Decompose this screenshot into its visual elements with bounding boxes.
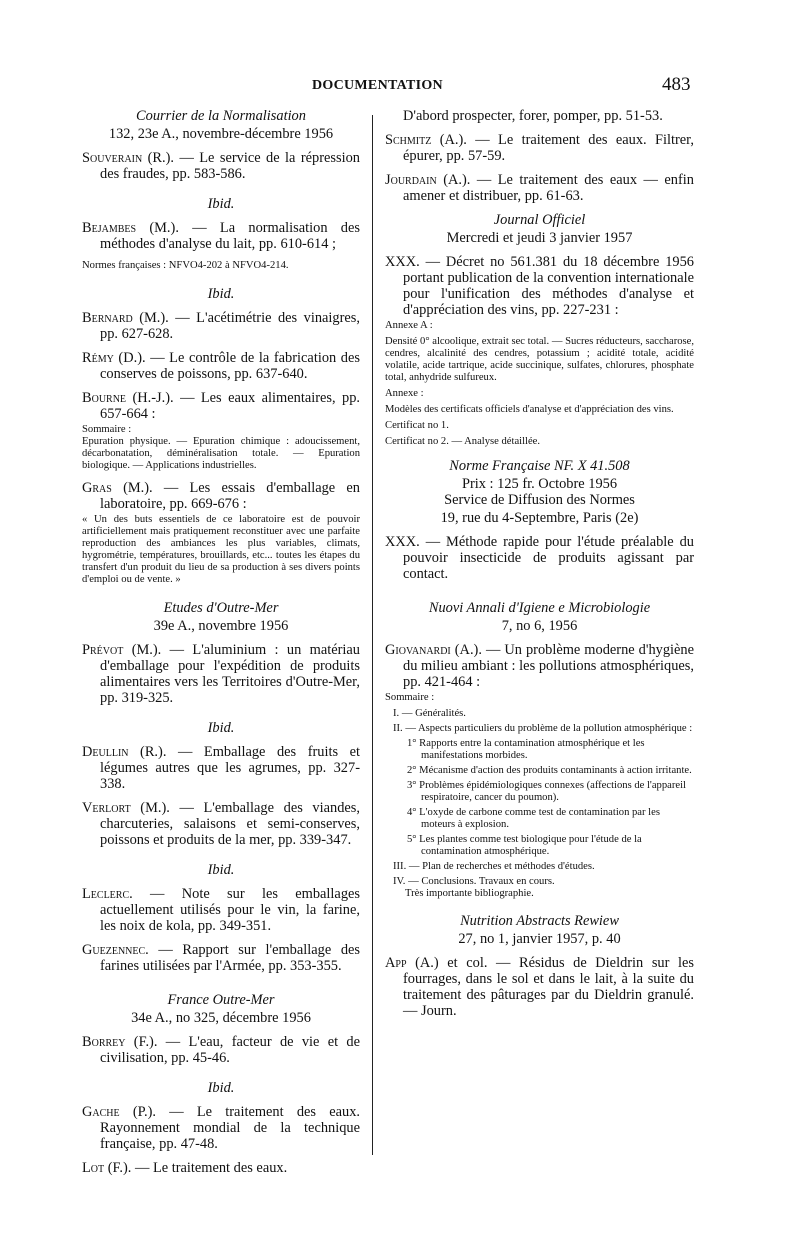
entry-text: — L'aluminium : un matériau d'emballage pour l'expédition de produits alimentaires vers les Territoires d'Outre-Mer, pp. 319-325.	[100, 642, 360, 706]
entry-text: — Les essais d'emballage en laboratoire, pp. 669-676 :	[100, 480, 360, 512]
summary-subitem: 4° L'oxyde de carbone comme test de contamination par les moteurs à explosion.	[407, 807, 660, 830]
entry-text: — La normalisation des méthodes d'analyse du lait, pp. 610-614 ;	[100, 220, 360, 252]
entry-author: XXX.	[385, 534, 420, 550]
section-issue: 7, no 6, 1956	[501, 618, 578, 634]
entry-author: Lot (F.).	[82, 1160, 132, 1176]
entry-text: — Le contrôle de la fabrication des conserves de poissons, pp. 637-640.	[100, 350, 360, 382]
bib-entry	[82, 1104, 360, 1152]
running-title: DOCUMENTATION	[312, 78, 443, 93]
entry-text: — Le service de la répression des fraudes, pp. 583-586.	[100, 150, 361, 182]
summary-item: IV. — Conclusions. Travaux en cours.	[393, 876, 555, 887]
entry-note: Densité 0° alcoolique, extrait sec total. — Sucres réducteurs, saccharose, cendres, alcalinité des cendres, potassium ; acidité totale, acidité volatile, acide tartrique, acide succinique, sulfates, chlorures, phosphate total, anhydride sulfureux.	[385, 336, 694, 383]
section-issue: Mercredi et jeudi 3 janvier 1957	[446, 230, 633, 246]
column-divider	[372, 115, 373, 1155]
entry-author: App (A.)	[385, 955, 439, 971]
entry-note: Sommaire :	[82, 424, 132, 435]
entry-author: Bernard (M.).	[82, 310, 169, 326]
bib-entry	[385, 534, 694, 582]
entry-note: Annexe :	[385, 388, 424, 399]
entry-author: Jourdain (A.).	[385, 172, 471, 188]
section-issue: 27, no 1, janvier 1957, p. 40	[458, 931, 621, 947]
entry-author: Deullin (R.).	[82, 744, 167, 760]
summary-subitem: 3° Problèmes épidémiologiques connexes (affections de l'appareil respiratoire, cancer du poumon).	[407, 780, 686, 803]
entry-author: Bejambes (M.).	[82, 220, 179, 236]
section-title: Nutrition Abstracts Rewiew	[460, 913, 619, 929]
left-column	[82, 108, 360, 1184]
bib-entry	[82, 350, 360, 382]
entry-text: — Le traitement des eaux. Rayonnement mondial de la technique française, pp. 47-48.	[100, 1104, 360, 1152]
page-number: 483	[662, 74, 691, 95]
summary-item: II. — Aspects particuliers du problème de la pollution atmosphérique :	[393, 723, 693, 734]
bib-entry	[82, 1160, 360, 1176]
ibid-heading: Ibid.	[207, 286, 235, 302]
summary-subitem: 1° Rapports entre la contamination atmosphérique et les manifestations morbides.	[407, 738, 645, 761]
publisher-name: Service de Diffusion des Normes	[444, 492, 635, 508]
bib-entry	[82, 150, 360, 182]
bib-entry	[385, 132, 694, 164]
entry-text: — Le traitement des eaux. Filtrer, épurer, pp. 57-59.	[403, 132, 694, 164]
ibid-heading: Ibid.	[207, 196, 235, 212]
bib-entry	[82, 480, 360, 512]
entry-text: — Les eaux alimentaires, pp. 657-664 :	[100, 390, 360, 422]
bib-entry	[82, 744, 360, 792]
publisher-address: 19, rue du 4-Septembre, Paris (2e)	[440, 510, 639, 526]
entry-author: Prévot (M.).	[82, 642, 162, 658]
bib-entry	[385, 254, 694, 318]
section-issue: 34e A., no 325, décembre 1956	[131, 1010, 311, 1026]
entry-text: — Le traitement des eaux — enfin amener et distribuer, pp. 61-63.	[403, 172, 694, 204]
entry-text: — L'emballage des viandes, charcuteries, salaisons et semi-conserves, poissons et produits de la mer, pp. 339-347.	[100, 800, 360, 848]
ibid-heading: Ibid.	[207, 720, 235, 736]
section-title: Courrier de la Normalisation	[136, 108, 306, 124]
entry-author: Verlort (M.).	[82, 800, 170, 816]
bib-entry	[82, 942, 360, 974]
entry-text: et col. — Résidus de Dieldrin sur les fourrages, dans le sol et dans le lait, à la suite du traitement des pâturages par du Dieldrin granulé. — Journ.	[403, 955, 694, 1019]
bib-entry	[82, 642, 360, 706]
entry-note: Epuration physique. — Epuration chimique : adoucissement, décarbonatation, déminéralisation totale. — Epuration biologique. — Applications industrielles.	[82, 436, 360, 471]
summary-item: Très importante bibliographie.	[405, 888, 534, 899]
entry-note: Certificat no 2. — Analyse détaillée.	[385, 436, 541, 447]
bib-entry	[82, 390, 360, 422]
entry-text: — Rapport sur l'emballage des farines utilisées par l'Armée, pp. 353-355.	[100, 942, 360, 974]
entry-author: Bourne (H.-J.).	[82, 390, 174, 406]
entry-author: Borrey (F.).	[82, 1034, 158, 1050]
entry-author: Giovanardi (A.).	[385, 642, 482, 658]
entry-author: Guezennec.	[82, 942, 149, 958]
entry-text: — Le traitement des eaux.	[131, 1160, 288, 1176]
bib-entry	[82, 220, 360, 252]
summary-list	[385, 708, 694, 900]
entry-text: — Décret no 561.381 du 18 décembre 1956 portant publication de la convention internationale pour l'unification des méthodes d'analyse et d'appréciation des vins, pp. 227-231 :	[403, 254, 694, 318]
entry-note: Normes françaises : NFVO4-202 à NFVO4-214.	[82, 260, 289, 271]
summary-subitem: 2° Mécanisme d'action des produits contaminants à action irritante.	[407, 765, 692, 776]
entry-text: — Un problème moderne d'hygiène du milieu ambiant : les pollutions atmosphériques, pp. 421-464 :	[403, 642, 694, 690]
ibid-heading: Ibid.	[207, 862, 235, 878]
section-title: Nuovi Annali d'Igiene e Microbiologie	[428, 600, 651, 616]
section-title: France Outre-Mer	[167, 992, 275, 1008]
entry-note: Certificat no 1.	[385, 420, 449, 431]
bib-entry	[82, 310, 360, 342]
bib-entry	[82, 886, 360, 934]
page-header	[0, 76, 800, 100]
entry-continuation: D'abord prospecter, forer, pomper, pp. 51-53.	[403, 108, 663, 124]
bib-entry	[385, 172, 694, 204]
right-column	[385, 108, 694, 1027]
entry-text: — Emballage des fruits et légumes autres que les agrumes, pp. 327-338.	[100, 744, 361, 792]
summary-item: III. — Plan de recherches et méthodes d'études.	[393, 861, 595, 872]
bib-entry	[82, 1034, 360, 1066]
summary-subitem: 5° Les plantes comme test biologique pour l'étude de la contamination atmosphérique.	[407, 834, 642, 857]
entry-author: XXX.	[385, 254, 420, 270]
section-issue: 39e A., novembre 1956	[153, 618, 289, 634]
section-issue: Prix : 125 fr. Octobre 1956	[461, 476, 618, 492]
entry-note: « Un des buts essentiels de ce laboratoire est de pouvoir artificiellement mais pratiquement reconstituer avec une parfaite reproduction des ambiances les plus variables, climats, hygrométrie, températures, brouillards, etc... toutes les étapes du transfert d'un produit du lieu de sa production à ses divers points d'emploi ou de vente. »	[82, 514, 360, 585]
section-title: Journal Officiel	[493, 212, 586, 228]
entry-author: Rémy (D.).	[82, 350, 146, 366]
entry-note: Modèles des certificats officiels d'analyse et d'appréciation des vins.	[385, 404, 674, 415]
entry-author: Gras (M.).	[82, 480, 153, 496]
section-title: Norme Française NF. X 41.508	[449, 458, 630, 474]
entry-note: Annexe A :	[385, 320, 433, 331]
bib-entry	[385, 955, 694, 1019]
entry-author: Gache (P.).	[82, 1104, 157, 1120]
entry-author: Leclerc.	[82, 886, 133, 902]
entry-author: Schmitz (A.).	[385, 132, 467, 148]
entry-note: Sommaire :	[385, 692, 435, 703]
entry-text: — Note sur les emballages actuellement utilisés pour le vin, la farine, les noix de kola, pp. 349-351.	[100, 886, 360, 934]
entry-author: Souverain (R.).	[82, 150, 175, 166]
bib-entry	[82, 800, 360, 848]
section-title: Etudes d'Outre-Mer	[163, 600, 279, 616]
entry-text: — L'acétimétrie des vinaigres, pp. 627-628.	[100, 310, 361, 342]
summary-item: I. — Généralités.	[393, 708, 466, 719]
ibid-heading: Ibid.	[207, 1080, 235, 1096]
entry-text: — Méthode rapide pour l'étude préalable du pouvoir insecticide de produits agissant par contact.	[403, 534, 694, 582]
bib-entry	[385, 642, 694, 690]
entry-text: — L'eau, facteur de vie et de civilisation, pp. 45-46.	[100, 1034, 360, 1066]
section-issue: 132, 23e A., novembre-décembre 1956	[108, 126, 334, 142]
